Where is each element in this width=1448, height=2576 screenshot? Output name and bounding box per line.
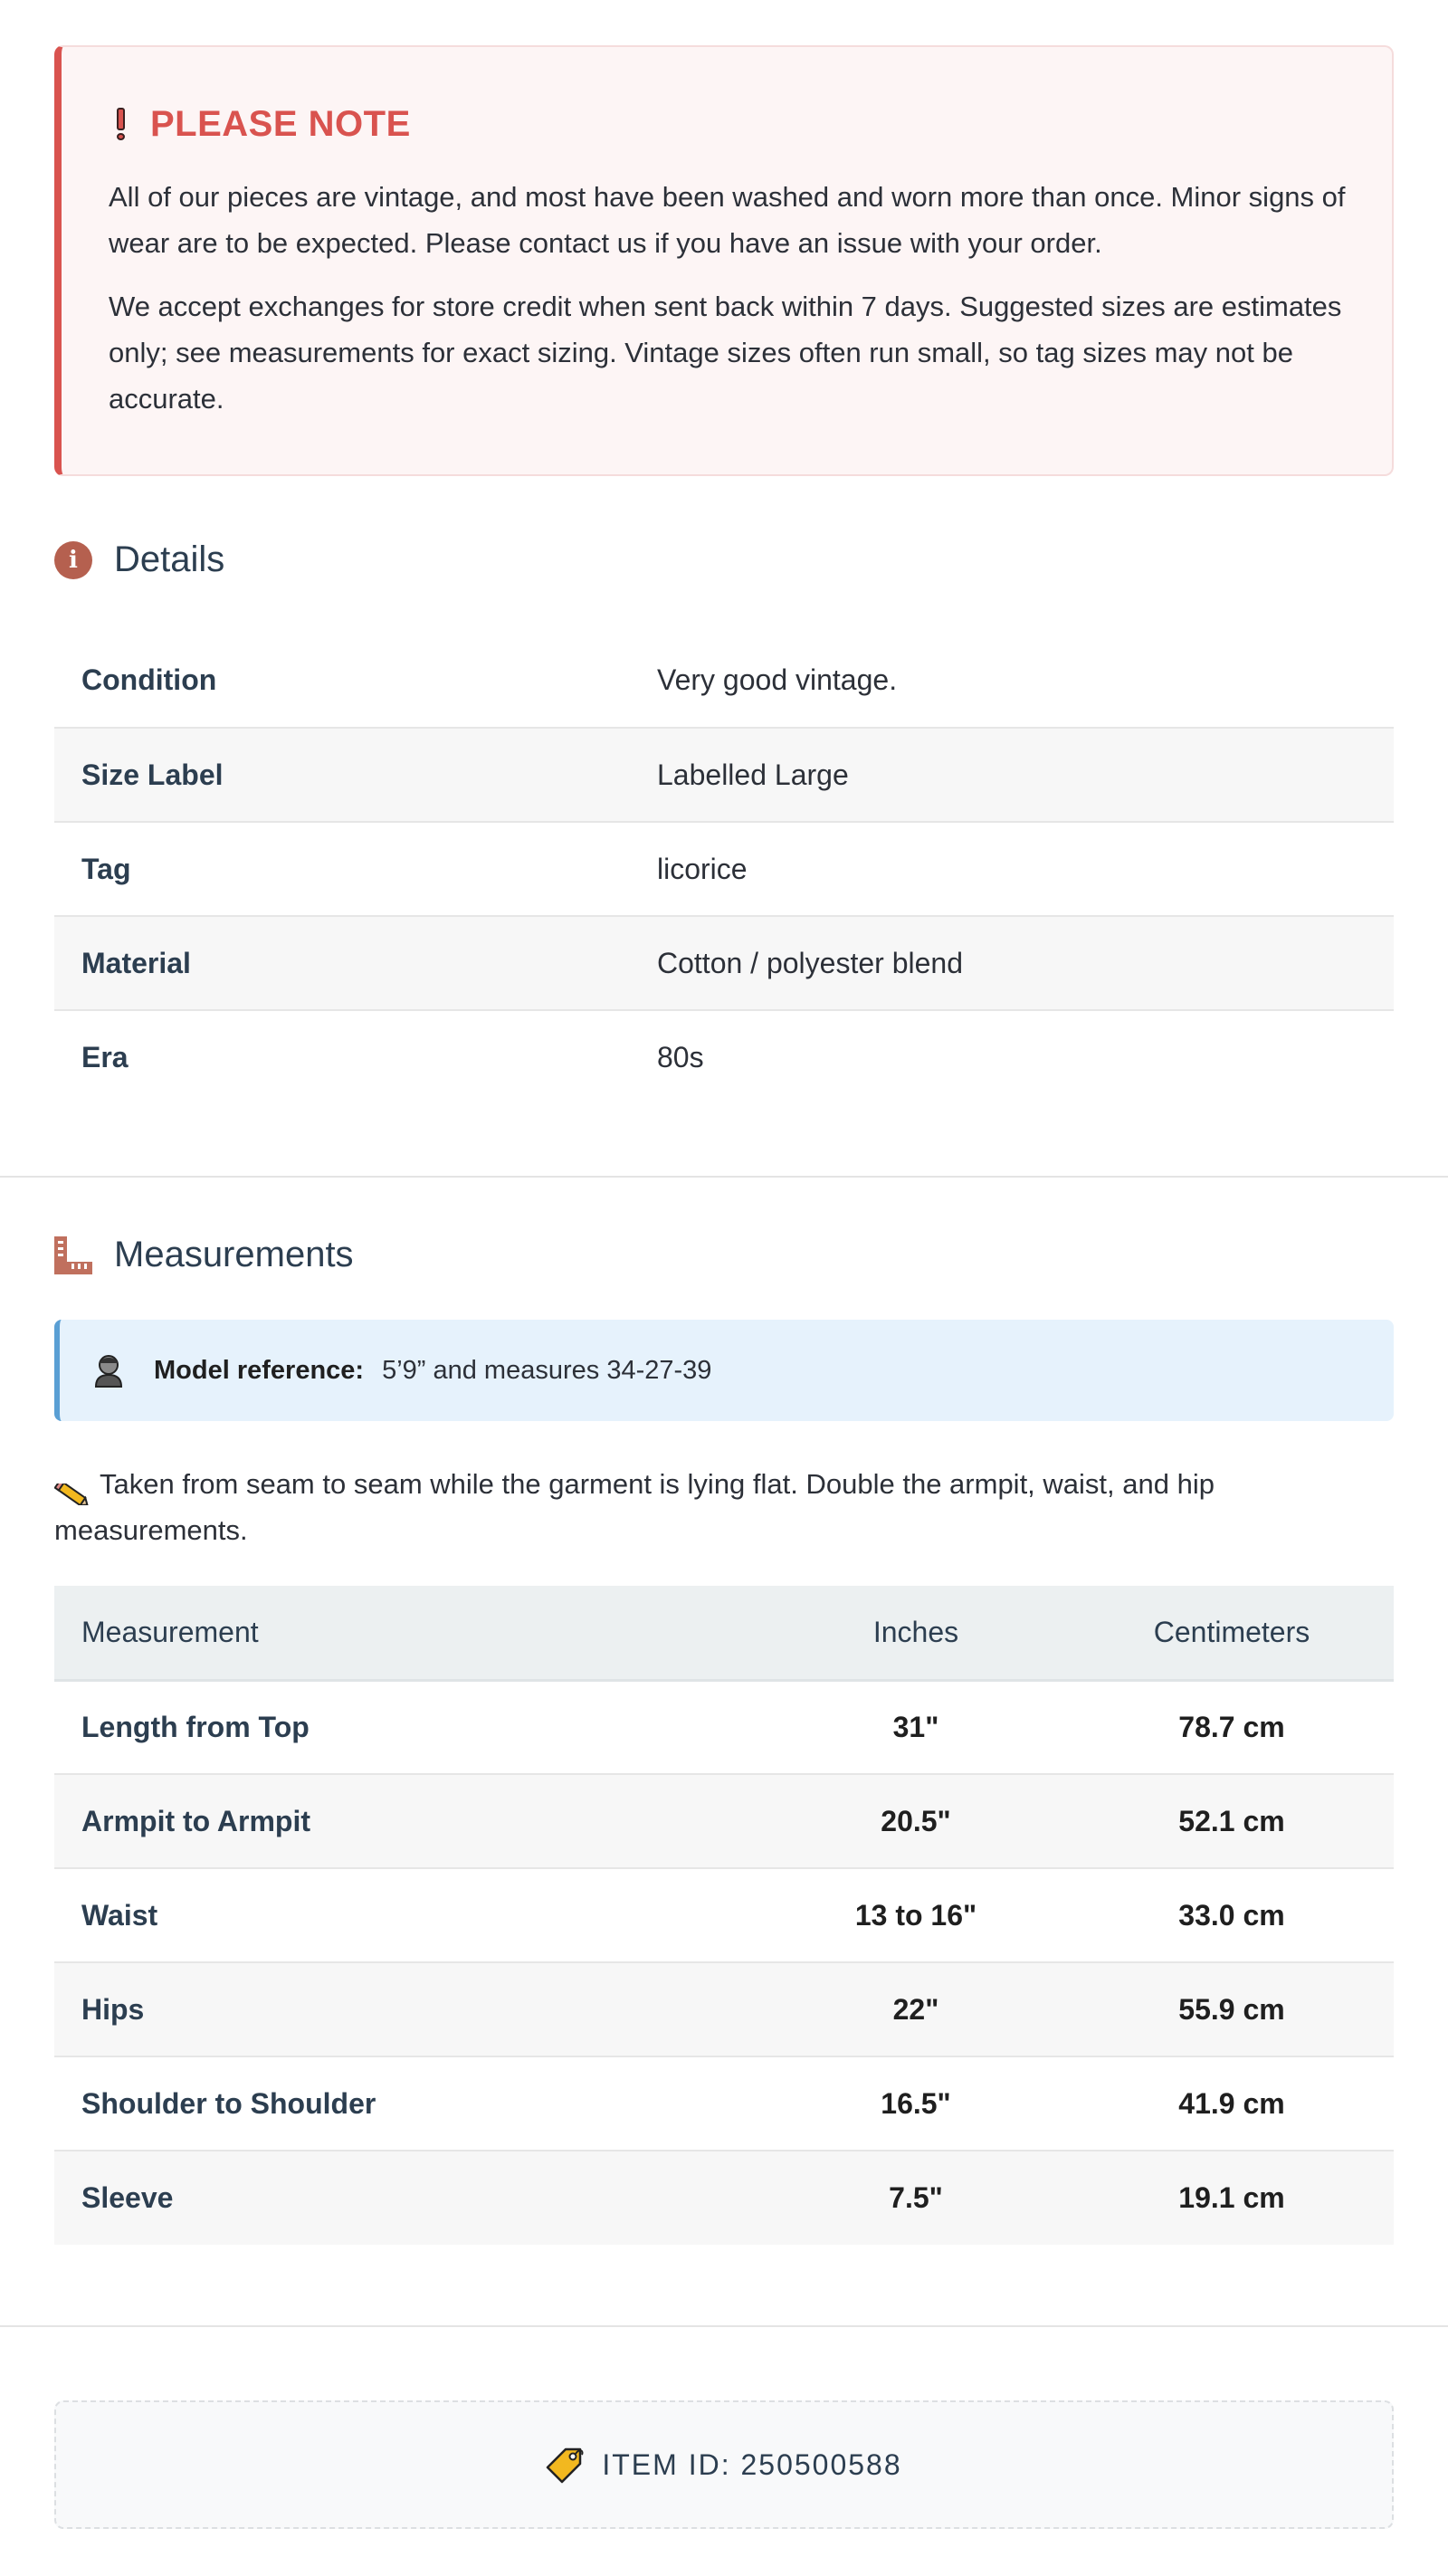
item-id-label: ITEM ID: 250500588 — [602, 2447, 902, 2481]
measurement-note — [54, 1461, 1394, 1553]
measurement-inches: 16.5" — [762, 2056, 1070, 2151]
measurement-inches: 22" — [762, 1962, 1070, 2056]
detail-value: licorice — [657, 852, 748, 885]
measurement-cm: 55.9 cm — [1070, 1962, 1394, 2056]
item-id-box — [54, 2400, 1394, 2529]
table-row — [54, 728, 1394, 822]
measurement-inches: 20.5" — [762, 1774, 1070, 1868]
table-row — [54, 1774, 1394, 1868]
model-reference-box — [54, 1320, 1394, 1421]
measurement-name: Length from Top — [54, 1680, 762, 1774]
table-row — [54, 1962, 1394, 2056]
measurement-note-text: Taken from seam to seam while the garment is lying flat. Double the armpit, waist, and hip measurements. — [54, 1468, 1215, 1546]
ruler-icon — [54, 1236, 92, 1274]
table-row — [54, 2056, 1394, 2151]
details-table — [54, 634, 1394, 1104]
measurement-inches: 7.5" — [889, 2181, 943, 2214]
detail-label: Era — [81, 1041, 129, 1073]
notice-paragraph-2: We accept exchanges for store credit when sent back within 7 days. Suggested sizes are estimates only; see measurements for exact sizing. Vintage sizes often run small, so tag sizes may not be accurate. — [109, 291, 1342, 415]
measurement-name: Waist — [54, 1868, 762, 1962]
measurements-title: Measurements — [114, 1235, 354, 1274]
measurement-inches: 31" — [762, 1680, 1070, 1774]
section-divider — [0, 2325, 1448, 2327]
section-divider — [0, 1176, 1448, 1178]
measurement-cm: 78.7 cm — [1070, 1680, 1394, 1774]
measurement-name: Hips — [54, 1962, 762, 2056]
measurement-cm: 33.0 cm — [1070, 1868, 1394, 1962]
notice-title: PLEASE NOTE — [150, 103, 411, 144]
detail-label: Condition — [81, 663, 217, 696]
detail-label: Material — [81, 946, 191, 979]
notice-box — [54, 45, 1394, 476]
detail-value: Labelled Large — [657, 758, 849, 791]
measurement-inches: 13 to 16" — [762, 1868, 1070, 1962]
detail-label: Size Label — [81, 758, 224, 791]
table-row — [54, 822, 1394, 916]
pencil-icon — [54, 1473, 90, 1494]
measurement-cm: 41.9 cm — [1070, 2056, 1394, 2151]
table-row — [54, 2151, 1394, 2245]
model-reference-value: 5’9” and measures 34-27-39 — [382, 1355, 712, 1385]
table-row — [54, 1680, 1394, 1774]
detail-label: Tag — [81, 852, 131, 885]
measurement-cm: 19.1 cm — [1178, 2181, 1285, 2214]
measurement-name: Sleeve — [81, 2181, 174, 2214]
notice-paragraph-1: All of our pieces are vintage, and most have been washed and worn more than once. Minor signs of wear are to be expected. Please contact us if you have an issue with your order. — [109, 181, 1346, 259]
details-title: Details — [114, 539, 225, 579]
column-header-inches: Inches — [762, 1586, 1070, 1680]
measurement-name: Armpit to Armpit — [54, 1774, 762, 1868]
details-heading — [54, 539, 224, 580]
column-header-centimeters: Centimeters — [1070, 1586, 1394, 1680]
column-header-measurement: Measurement — [54, 1586, 762, 1680]
person-icon — [92, 1353, 125, 1388]
notice-header — [109, 101, 1347, 147]
table-header-row — [54, 1586, 1394, 1680]
info-icon: i — [54, 541, 92, 579]
table-row — [54, 634, 1394, 728]
exclamation-icon — [114, 108, 127, 140]
table-row — [54, 1010, 1394, 1104]
tag-icon — [546, 2446, 584, 2484]
detail-value: 80s — [657, 1041, 704, 1073]
model-reference-label: Model reference: — [154, 1355, 365, 1385]
table-row — [54, 1868, 1394, 1962]
detail-value: Cotton / polyester blend — [657, 946, 963, 979]
measurement-name: Shoulder to Shoulder — [54, 2056, 762, 2151]
measurement-cm: 52.1 cm — [1070, 1774, 1394, 1868]
detail-value: Very good vintage. — [657, 663, 898, 696]
measurements-heading — [54, 1235, 354, 1275]
table-row — [54, 916, 1394, 1010]
measurements-table — [54, 1586, 1394, 2245]
